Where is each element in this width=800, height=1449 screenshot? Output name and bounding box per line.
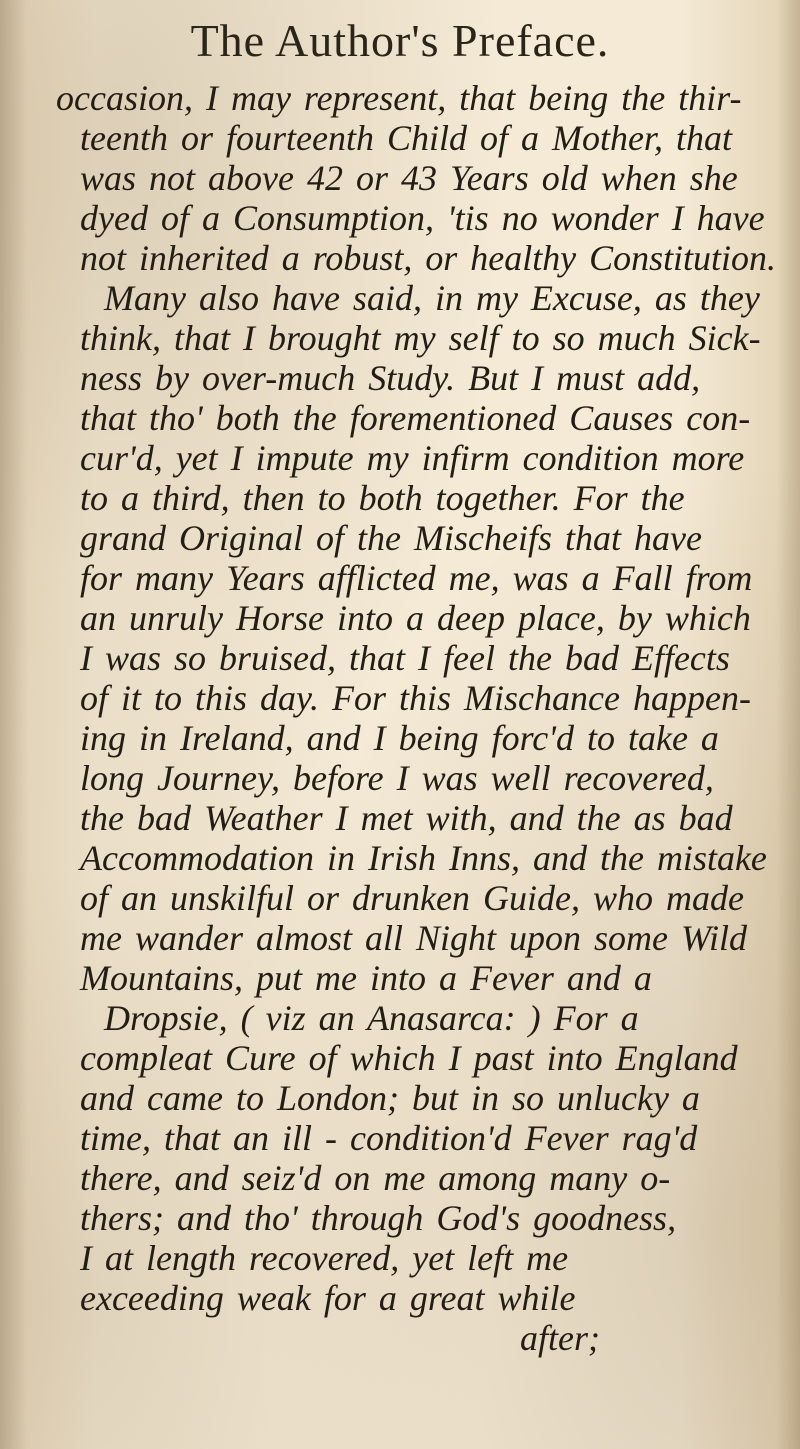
text-line: thers; and tho' through God's goodness, — [80, 1198, 677, 1238]
text-line: I at length recovered, yet left me — [80, 1238, 569, 1278]
text-line: teenth or fourteenth Child of a Mother, that — [80, 118, 732, 158]
text-line: Many also have said, in my Excuse, as they — [104, 278, 760, 318]
text-line: was not above 42 or 43 Years old when she — [80, 158, 738, 198]
text-line: of it to this day. For this Mischance happen- — [80, 678, 751, 718]
text-line: cur'd, yet I impute my infirm condition more — [80, 438, 745, 478]
text-line: ing in Ireland, and I being forc'd to take a — [80, 718, 719, 758]
text-line: dyed of a Consumption, 'tis no wonder I have — [80, 198, 765, 238]
text-line: for many Years afflicted me, was a Fall from — [80, 558, 753, 598]
catchword: after; — [520, 1318, 600, 1358]
text-line: ness by over-much Study. But I must add, — [80, 358, 701, 398]
text-line: me wander almost all Night upon some Wild — [80, 918, 747, 958]
text-line: I was so bruised, that I feel the bad Effects — [80, 638, 730, 678]
text-line: Dropsie, ( viz an Anasarca: ) For a — [104, 998, 639, 1038]
text-line: exceeding weak for a great while — [80, 1278, 576, 1318]
text-line: of an unskilful or drunken Guide, who made — [80, 878, 744, 918]
text-line: to a third, then to both together. For the — [80, 478, 685, 518]
text-line: there, and seiz'd on me among many o- — [80, 1158, 671, 1198]
text-line: time, that an ill - condition'd Fever rag'd — [80, 1118, 698, 1158]
text-line: compleat Cure of which I past into England — [80, 1038, 738, 1078]
running-head: The Author's Preface. — [190, 15, 610, 66]
text-line: Mountains, put me into a Fever and a — [80, 958, 652, 998]
text-line: and came to London; but in so unlucky a — [80, 1078, 700, 1118]
text-line: think, that I brought my self to so much Sick- — [80, 318, 761, 358]
text-line: an unruly Horse into a deep place, by which — [80, 598, 751, 638]
text-line: Accommodation in Irish Inns, and the mistake — [80, 838, 767, 878]
text-line: the bad Weather I met with, and the as bad — [80, 798, 733, 838]
page-right-shadow — [776, 0, 800, 1449]
text-line: not inherited a robust, or healthy Constitution. — [80, 238, 776, 278]
text-line: grand Original of the Mischeifs that have — [80, 518, 702, 558]
text-line: occasion, I may represent, that being the thir- — [56, 78, 742, 118]
page-left-shadow — [0, 0, 28, 1449]
text-line: that tho' both the forementioned Causes con- — [80, 398, 751, 438]
text-line: long Journey, before I was well recovered, — [80, 758, 714, 798]
